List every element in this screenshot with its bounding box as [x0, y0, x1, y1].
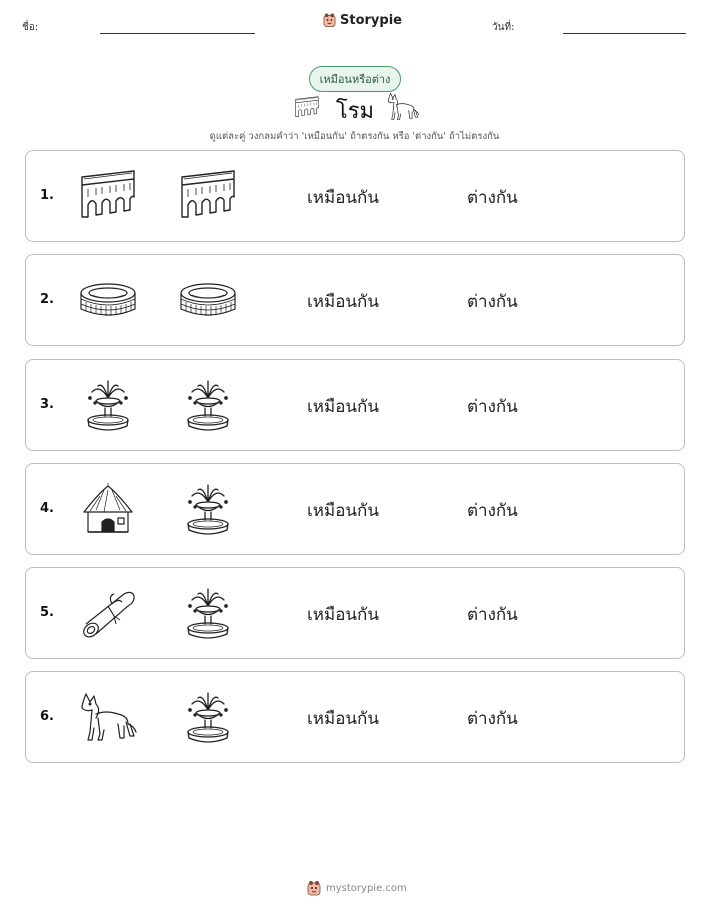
different-option[interactable]: ต่างกัน [467, 188, 518, 208]
different-option[interactable]: ต่างกัน [467, 397, 518, 417]
storypie-logo-icon [323, 12, 336, 28]
same-option[interactable]: เหมือนกัน [307, 605, 379, 625]
question-number: 4. [40, 501, 54, 516]
question-number: 5. [40, 605, 54, 620]
wolf-icon [386, 90, 420, 124]
aqueduct-icon [78, 167, 138, 227]
different-option[interactable]: ต่างกัน [467, 709, 518, 729]
question-row-1 [25, 150, 685, 242]
question-row-3 [25, 359, 685, 451]
scroll-icon [78, 584, 138, 644]
colosseum-icon [178, 271, 238, 331]
different-option[interactable]: ต่างกัน [467, 501, 518, 521]
same-option[interactable]: เหมือนกัน [307, 397, 379, 417]
aqueduct-icon [290, 95, 324, 121]
question-row-4 [25, 463, 685, 555]
same-option[interactable]: เหมือนกัน [307, 709, 379, 729]
colosseum-icon [78, 271, 138, 331]
question-number: 3. [40, 397, 54, 412]
fountain-icon [178, 688, 238, 748]
question-row-2 [25, 254, 685, 346]
brand-name: Storypie [340, 12, 402, 28]
question-row-5 [25, 567, 685, 659]
fountain-icon [78, 376, 138, 436]
brand [323, 12, 402, 28]
question-number: 2. [40, 292, 54, 307]
storypie-logo-icon [307, 880, 321, 896]
worksheet-badge: เหมือนหรือต่าง [309, 66, 401, 92]
page-title: โรม [335, 99, 375, 124]
different-option[interactable]: ต่างกัน [467, 605, 518, 625]
fountain-icon [178, 480, 238, 540]
hut-icon [78, 480, 138, 540]
fountain-icon [178, 584, 238, 644]
name-line[interactable] [100, 33, 255, 34]
name-label: ชื่อ: [22, 22, 39, 33]
instructions: ดูแต่ละคู่ วงกลมคำว่า 'เหมือนกัน' ถ้าตรงกัน หรือ 'ต่างกัน' ถ้าไม่ตรงกัน [209, 131, 500, 142]
same-option[interactable]: เหมือนกัน [307, 501, 379, 521]
wolf-icon [78, 688, 138, 748]
date-label: วันที่: [492, 22, 515, 33]
date-line[interactable] [563, 33, 686, 34]
question-row-6 [25, 671, 685, 763]
same-option[interactable]: เหมือนกัน [307, 188, 379, 208]
footer-site[interactable]: mystorypie.com [326, 882, 407, 894]
same-option[interactable]: เหมือนกัน [307, 292, 379, 312]
question-number: 1. [40, 188, 54, 203]
aqueduct-icon [178, 167, 238, 227]
question-number: 6. [40, 709, 54, 724]
footer [307, 880, 407, 896]
different-option[interactable]: ต่างกัน [467, 292, 518, 312]
fountain-icon [178, 376, 238, 436]
